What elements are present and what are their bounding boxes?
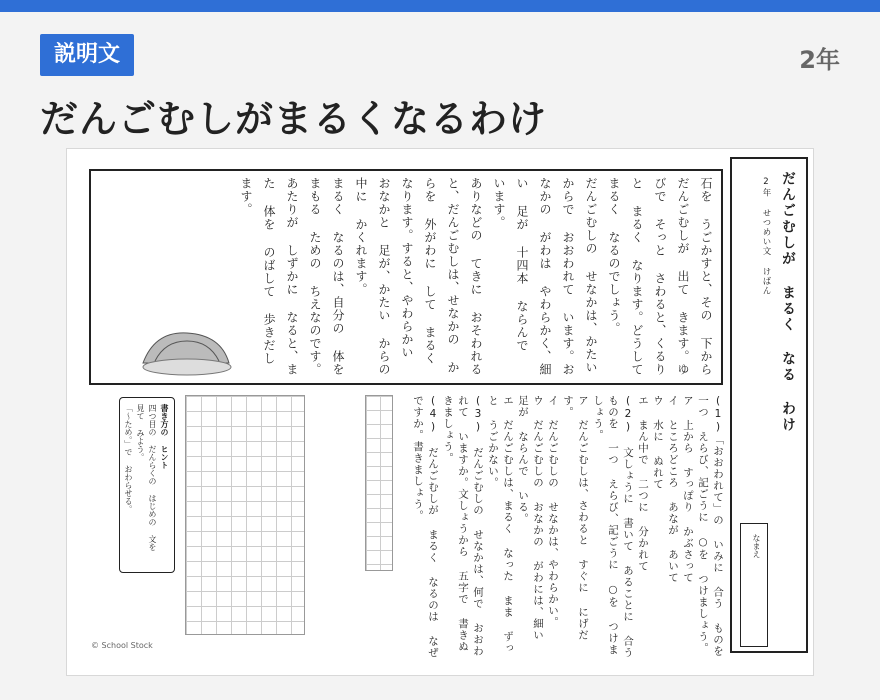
- choice-d[interactable]: エ まん中で 二つに 分かれて: [637, 395, 649, 572]
- passage-paragraph: ありなどの てきに おそわれると、だんごむしは、せなかの からを 外がわに して まるく なります。すると、やわらかい おなかと 足が、かたい からの 中に かくれます。: [354, 177, 483, 376]
- passage-paragraph: 石を うごかすと、その 下から だんごむしが 出て きます。ゆびで そっと さわると、くるりと まるく なります。どうして まるく なるのでしょう。: [607, 177, 713, 376]
- pill-bug-illustration: [135, 311, 235, 381]
- category-badge: 説明文: [40, 34, 134, 76]
- question-4: (4) だんごむしが まるく なるのは なぜですか。書きましょう。: [412, 395, 439, 659]
- reading-passage: [89, 169, 723, 385]
- passage-paragraph: まるく なるのは、自分の 体を まもる ための ちえなのです。あたりが しずかに なると、また 体を のばして 歩きだします。: [239, 177, 345, 376]
- choice-c[interactable]: ウ だんごむしの おなかの がわには、細い 足が ならんで いる。: [517, 395, 544, 641]
- hint-title: 書き方の ヒント: [160, 404, 169, 469]
- page-title: だんごむしがまるくなるわけ: [40, 97, 548, 141]
- choice-a[interactable]: ア 上から すっぽり かぶさって: [682, 395, 694, 584]
- question-3: (3) だんごむしの せなかは、何で おおわれて いますか。文しょうから 五字で 書きぬきましょう。: [442, 395, 484, 657]
- name-label: なまえ: [752, 534, 761, 558]
- worksheet-preview[interactable]: [66, 148, 814, 676]
- choice-b[interactable]: イ ところどころ あなが あいて: [667, 395, 679, 584]
- question-2: (2) 文しょうに 書いて あることに 合う ものを 一つ えらび、記ごうに ○を つけましょう。: [592, 395, 634, 659]
- passage-text: [211, 177, 717, 377]
- answer-grid-long[interactable]: [185, 395, 305, 635]
- writing-hint-box: [119, 397, 175, 573]
- grade-label: 2年: [799, 46, 840, 74]
- passage-paragraph: だんごむしの せなかは、かたいからで おおわれて います。おなかの がわは やわらかく、細い 足が 十四本 ならんで います。: [492, 177, 598, 376]
- copyright-text: © School Stock: [91, 641, 153, 650]
- worksheet-title: だんごむしが まるく なる わけ: [780, 171, 796, 433]
- choice-d[interactable]: エ だんごむしは、まるく なった まま ずっと うごかない。: [487, 395, 514, 654]
- worksheet-title-column: [730, 157, 808, 653]
- choice-a[interactable]: ア だんごむしは、さわると すぐに にげだす。: [562, 395, 589, 641]
- hint-line: 「〜ため。」で おわらせる。: [124, 404, 133, 513]
- worksheet-subtitle: 2年 せつめい文 けばん: [761, 177, 771, 296]
- choice-b[interactable]: イ だんごむしの せなかは、やわらかい。: [547, 395, 559, 628]
- hint-line: 四つ目の だんらくの はじめの 文を 見て みよう。: [136, 404, 157, 551]
- choice-c[interactable]: ウ 水に ぬれて: [652, 395, 664, 490]
- name-field[interactable]: [740, 523, 768, 647]
- answer-grid-short[interactable]: [365, 395, 393, 571]
- top-accent-bar: [0, 0, 880, 12]
- question-1: (1)「おおわれて」の いみに 合う ものを 一つ えらび、記ごうに ○を つけましょう。: [697, 395, 724, 657]
